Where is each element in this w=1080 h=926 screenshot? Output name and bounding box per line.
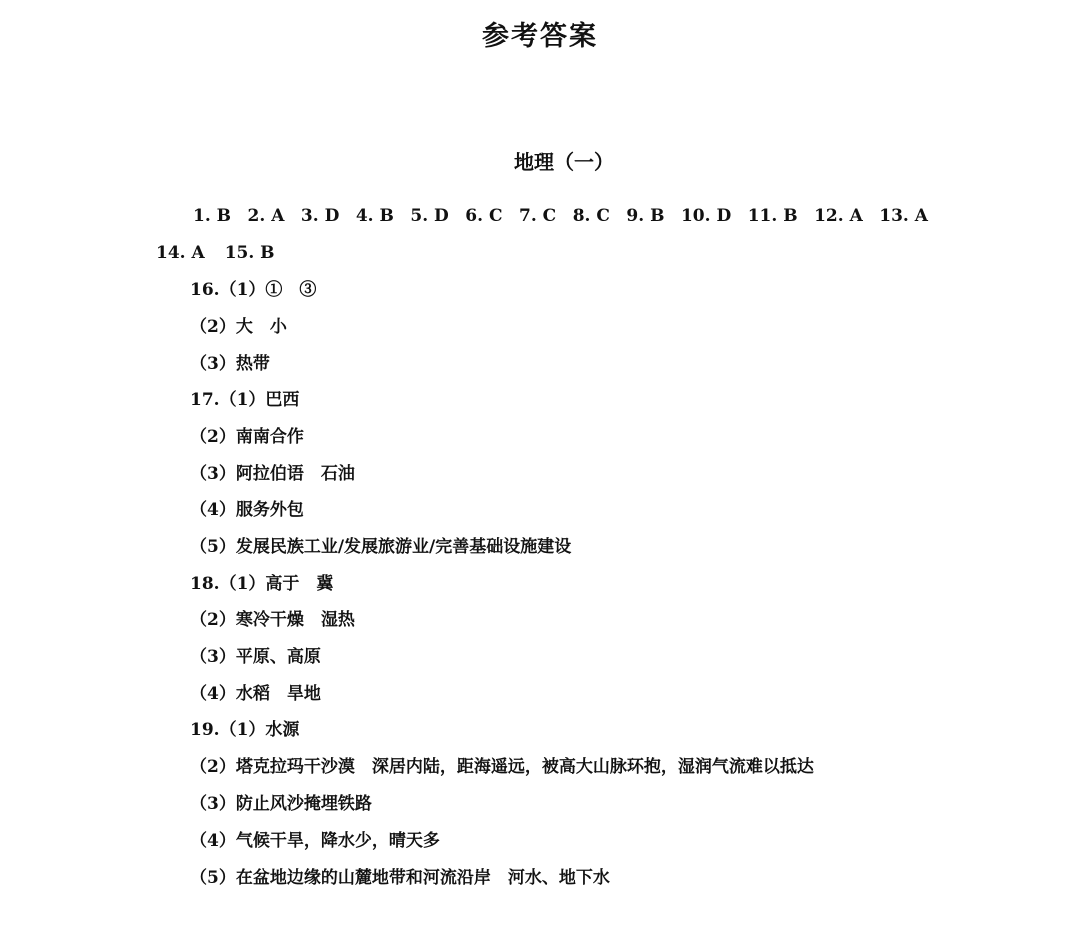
multiple-choice-row-1 — [193, 206, 928, 226]
multiple-choice-row-2 — [156, 243, 275, 263]
section-title: 地理（一） — [514, 150, 614, 174]
answer-line: （3）热带 — [190, 354, 270, 374]
mc-answer: 6. C — [465, 206, 503, 226]
mc-answer: 1. B — [193, 206, 232, 226]
answer-line: （2）塔克拉玛干沙漠 深居内陆，距海遥远，被高大山脉环抱，湿润气流难以抵达 — [190, 757, 814, 777]
mc-answer: 12. A — [814, 206, 863, 226]
answer-line: （2）大 小 — [190, 317, 287, 337]
mc-answer: 15. B — [224, 243, 275, 263]
answer-line: （2）南南合作 — [190, 427, 304, 447]
answer-line: 19.（1）水源 — [190, 720, 300, 740]
answer-line: （2）寒冷干燥 湿热 — [190, 610, 355, 630]
mc-answer: 3. D — [300, 206, 340, 226]
answer-line: （4）水稻 旱地 — [190, 684, 321, 704]
mc-answer: 8. C — [572, 206, 610, 226]
page-title: 参考答案 — [482, 21, 598, 52]
answer-line: （5）在盆地边缘的山麓地带和河流沿岸 河水、地下水 — [190, 868, 610, 888]
mc-answer: 7. C — [519, 206, 557, 226]
mc-answer: 10. D — [680, 206, 732, 226]
answer-line: 18.（1）高于 冀 — [190, 574, 334, 594]
answer-line: 16.（1）① ③ — [190, 280, 317, 300]
mc-answer: 2. A — [247, 206, 285, 226]
mc-answer: 11. B — [747, 206, 798, 226]
mc-answer: 5. D — [410, 206, 449, 226]
answer-line: 17.（1）巴西 — [190, 390, 300, 410]
mc-answer: 14. A — [156, 243, 205, 263]
answer-line: （3）平原、高原 — [190, 647, 321, 667]
mc-answer: 13. A — [879, 206, 928, 226]
mc-answer: 4. B — [355, 206, 394, 226]
answer-line: （5）发展民族工业/发展旅游业/完善基础设施建设 — [190, 537, 572, 557]
answer-line: （3）防止风沙掩埋铁路 — [190, 794, 372, 814]
mc-answer: 9. B — [626, 206, 665, 226]
answer-line: （3）阿拉伯语 石油 — [190, 464, 355, 484]
answer-line: （4）气候干旱，降水少，晴天多 — [190, 831, 440, 851]
answer-line: （4）服务外包 — [190, 500, 304, 520]
